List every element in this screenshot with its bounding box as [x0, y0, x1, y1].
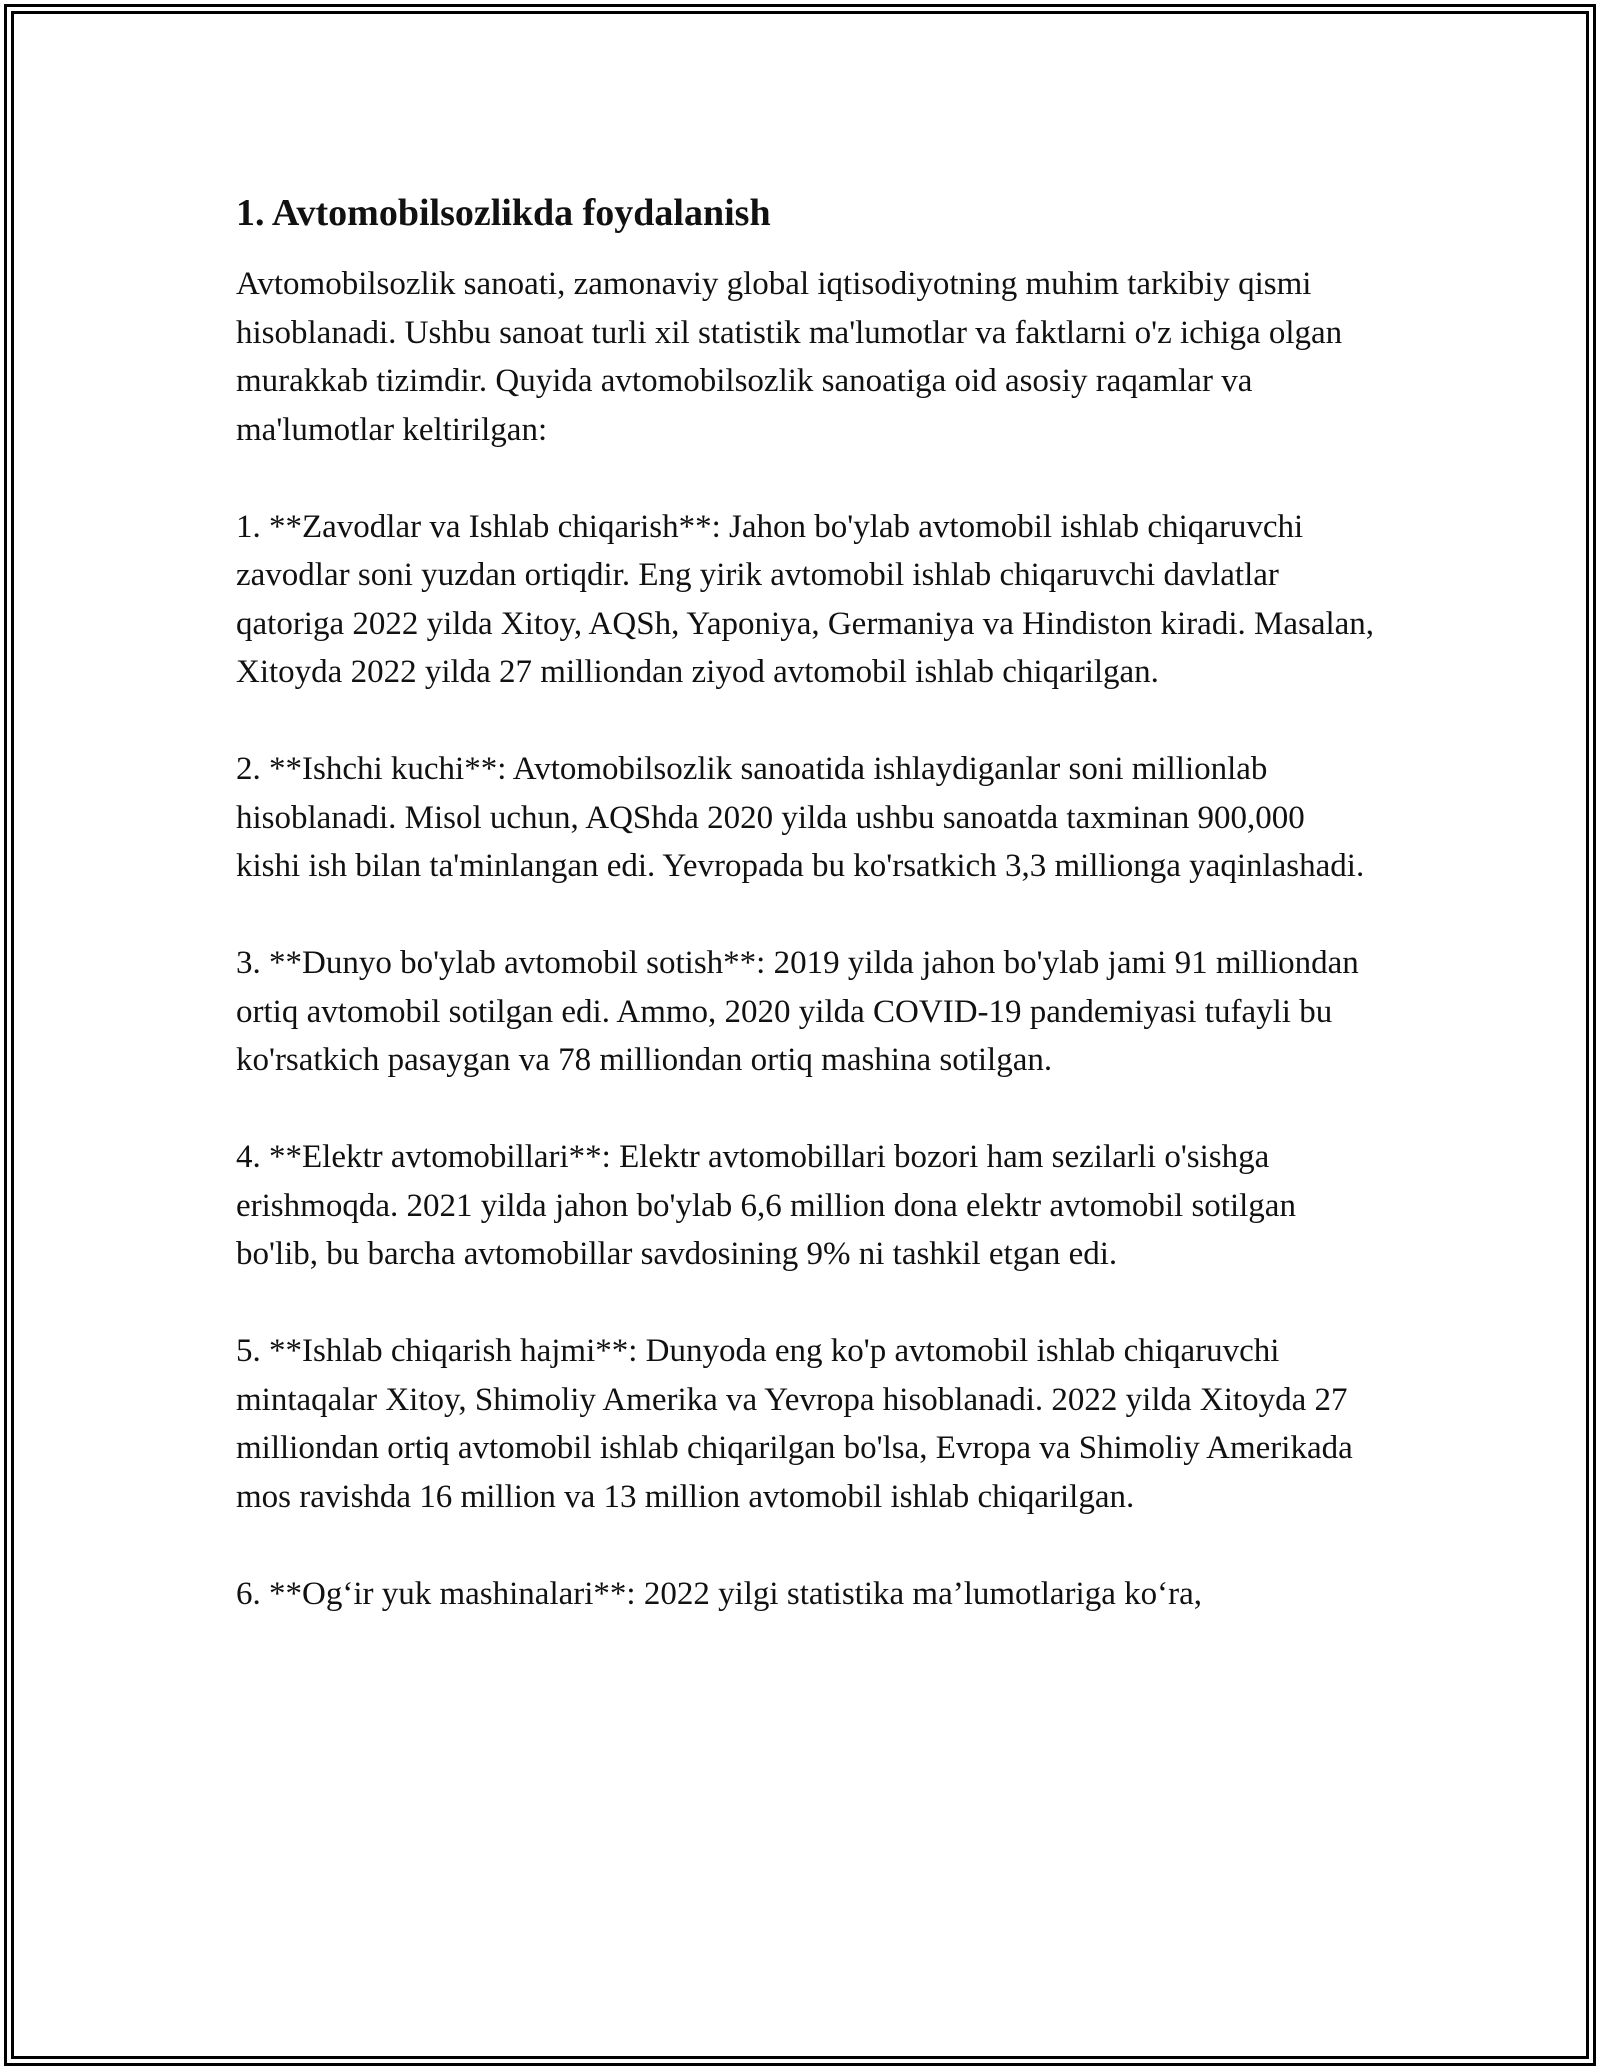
item-paragraph-production-volume: 5. **Ishlab chiqarish hajmi**: Dunyoda eng ko'p avtomobil ishlab chiqaruvchi mintaqalar Xitoy, Shimoliy Amerika va Yevropa hisoblanadi. 2022 yilda Xitoyda 27 milliondan ortiq avtomobil ishlab chiqarilgan bo'lsa, Evropa va Shimoliy Amerikada mos ravishda 16 million va 13 million avtomobil ishlab chiqarilgan. [236, 1333, 1353, 1515]
item-paragraph-global-sales: 3. **Dunyo bo'ylab avtomobil sotish**: 2019 yilda jahon bo'ylab jami 91 milliondan ortiq avtomobil sotilgan edi. Ammo, 2020 yilda COVID-19 pandemiyasi tufayli bu ko'rsatkich pasaygan va 78 milliondan ortiq mashina sotilgan. [236, 945, 1359, 1078]
item-paragraph-electric-vehicles: 4. **Elektr avtomobillari**: Elektr avtomobillari bozori ham sezilarli o'sishga erishmoqda. 2021 yilda jahon bo'ylab 6,6 million dona elektr avtomobil sotilgan bo'lib, bu barcha avtomobillar savdosining 9% ni tashkil etgan edi. [236, 1139, 1296, 1272]
item-paragraph-workforce: 2. **Ishchi kuchi**: Avtomobilsozlik sanoatida ishlaydiganlar soni millionlab hisoblanadi. Misol uchun, AQShda 2020 yilda ushbu sanoatda taxminan 900,000 kishi ish bilan ta'minlangan edi. Yevropada bu ko'rsatkich 3,3 millionga yaqinlashadi. [236, 751, 1365, 884]
section-heading: 1. Avtomobilsozlikda foydalanish [236, 192, 771, 234]
item-paragraph-factories: 1. **Zavodlar va Ishlab chiqarish**: Jahon bo'ylab avtomobil ishlab chiqaruvchi zavodlar soni yuzdan ortiqdir. Eng yirik avtomobil ishlab chiqaruvchi davlatlar qatoriga 2022 yilda Xitoy, AQSh, Yaponiya, Germaniya va Hindiston kiradi. Masalan, Xitoyda 2022 yilda 27 milliondan ziyod avtomobil ishlab chiqarilgan. [236, 508, 1375, 690]
item-paragraph-heavy-trucks: 6. **Og‘ir yuk mashinalari**: 2022 yilgi statistika ma’lumotlariga ko‘ra, [236, 1575, 1202, 1612]
intro-paragraph: Avtomobilsozlik sanoati, zamonaviy global iqtisodiyotning muhim tarkibiy qismi hisoblanadi. Ushbu sanoat turli xil statistik ma'lumotlar va faktlarni o'z ichiga olgan murakkab tizimdir. Quyida avtomobilsozlik sanoatiga oid asosiy raqamlar va ma'lumotlar keltirilgan: [236, 266, 1343, 448]
document-body [236, 186, 1376, 1667]
